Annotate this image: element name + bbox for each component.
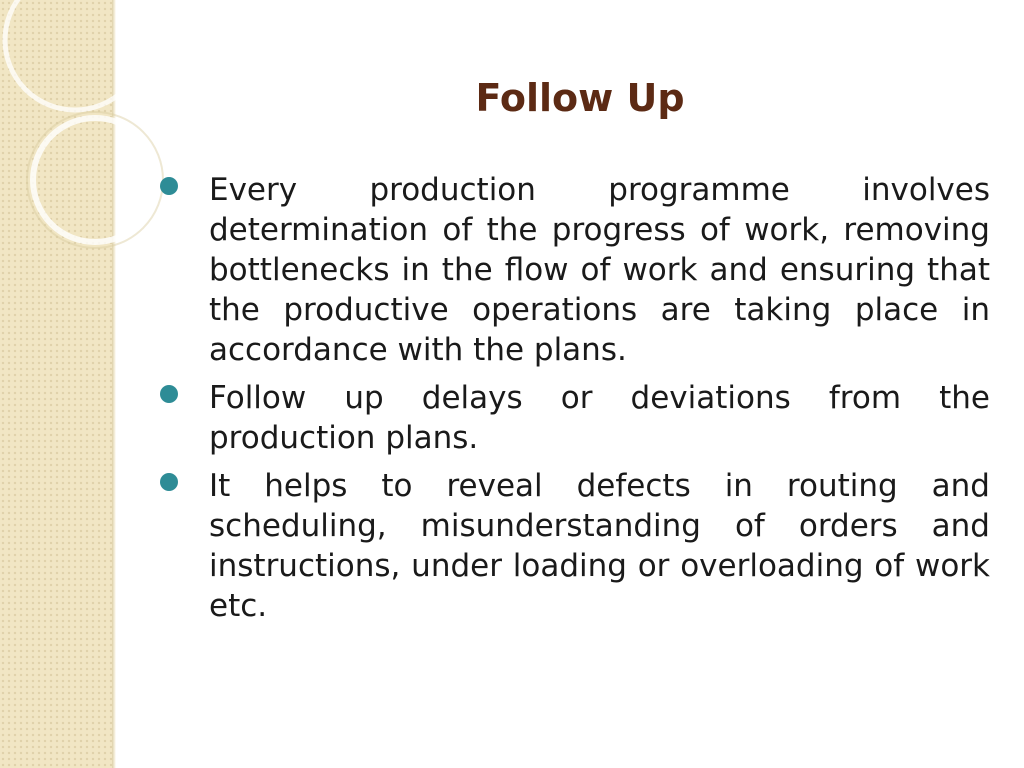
decorative-ring-shadow — [27, 112, 163, 248]
bullet-list — [160, 170, 990, 634]
slide-title: Follow Up — [475, 76, 685, 120]
bullet-dot-icon — [160, 473, 178, 491]
bullet-item — [160, 170, 990, 370]
bullet-dot-icon — [160, 177, 178, 195]
decorative-ring-large — [5, 0, 145, 110]
bullet-text: Follow up delays or deviations from the production plans. — [209, 380, 990, 456]
decorative-ring-small — [33, 118, 157, 242]
bullet-text: Every production programme involves determination of the progress of work, removing bottlenecks in the flow of work and ensuring that the productive operations are taking place in accordance with the plans. — [209, 172, 990, 368]
bullet-text: It helps to reveal defects in routing and scheduling, misunderstanding of orders and instructions, under loading or overloading of work etc. — [209, 468, 990, 624]
bullet-item — [160, 378, 990, 458]
bullet-item — [160, 466, 990, 626]
bullet-dot-icon — [160, 385, 178, 403]
